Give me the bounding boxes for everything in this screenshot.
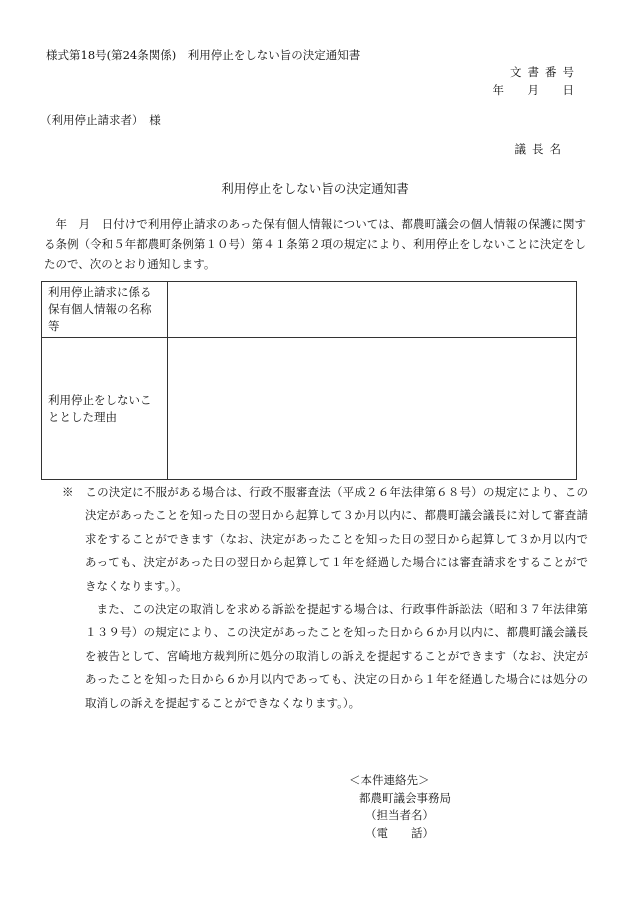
contact-office: 都農町議会事務局 [359, 790, 451, 805]
addressee-line: （利用停止請求者） 様 [40, 113, 161, 127]
administrative-appeal-note: ※ この決定に不服がある場合は、行政不服審査法（平成２６年法律第６８号）の規定により、この決定があったことを知った日の翌日から起算して３か月以内に、都農町議会議長に対して審査請求をすることができます（なお、決定があったことを知った日の翌日から起算して３か月以内であっても、決定があった日の翌日から起算して１年を経過した場合には審査請求をすることができなくなります。）。 [62, 485, 588, 593]
info-name-value [168, 282, 577, 338]
decision-detail-table [41, 281, 577, 480]
chair-name-label: 議長名 [514, 142, 567, 156]
document-number-label: 文書番号 [510, 65, 580, 79]
contact-block [349, 772, 451, 842]
reason-label: 利用停止をしないこととした理由 [42, 338, 168, 480]
document-title: 利用停止をしない旨の決定通知書 [221, 181, 409, 196]
notice-body: 年 月 日付けで利用停止請求のあった保有個人情報については、都農町議会の個人情報の保護に関する条例（令和５年都農町条例第１０号）第４１条第２項の規定により、利用停止をしないことに決定をしたので、次のとおり通知します。 [44, 217, 586, 271]
lawsuit-note: また、この決定の取消しを求める訴訟を提起する場合は、行政事件訴訟法（昭和３７年法律第１３９号）の規定により、この決定があったことを知った日から６か月以内に、都農町議会議長を被告として、宮崎地方裁判所に処分の取消しの訴えを提起することができます（なお、決定があったことを知った日から６か月以内であっても、決定の日から１年を経過した場合には処分の取消しの訴えを提起することができなくなります。）。 [85, 602, 588, 710]
contact-person: （担当者名） [365, 808, 434, 822]
contact-phone: （電 話） [365, 825, 434, 840]
reason-value [168, 338, 577, 480]
table-row [42, 338, 577, 480]
table-row [42, 282, 577, 338]
form-number-line: 様式第18号(第24条関係) 利用停止をしない旨の決定通知書 [46, 48, 361, 62]
info-name-label: 利用停止請求に係る保有個人情報の名称等 [42, 282, 168, 338]
contact-heading: ＜本件連絡先＞ [349, 773, 430, 787]
appeal-notes [62, 481, 588, 715]
date-line: 年 月 日 [492, 83, 580, 97]
